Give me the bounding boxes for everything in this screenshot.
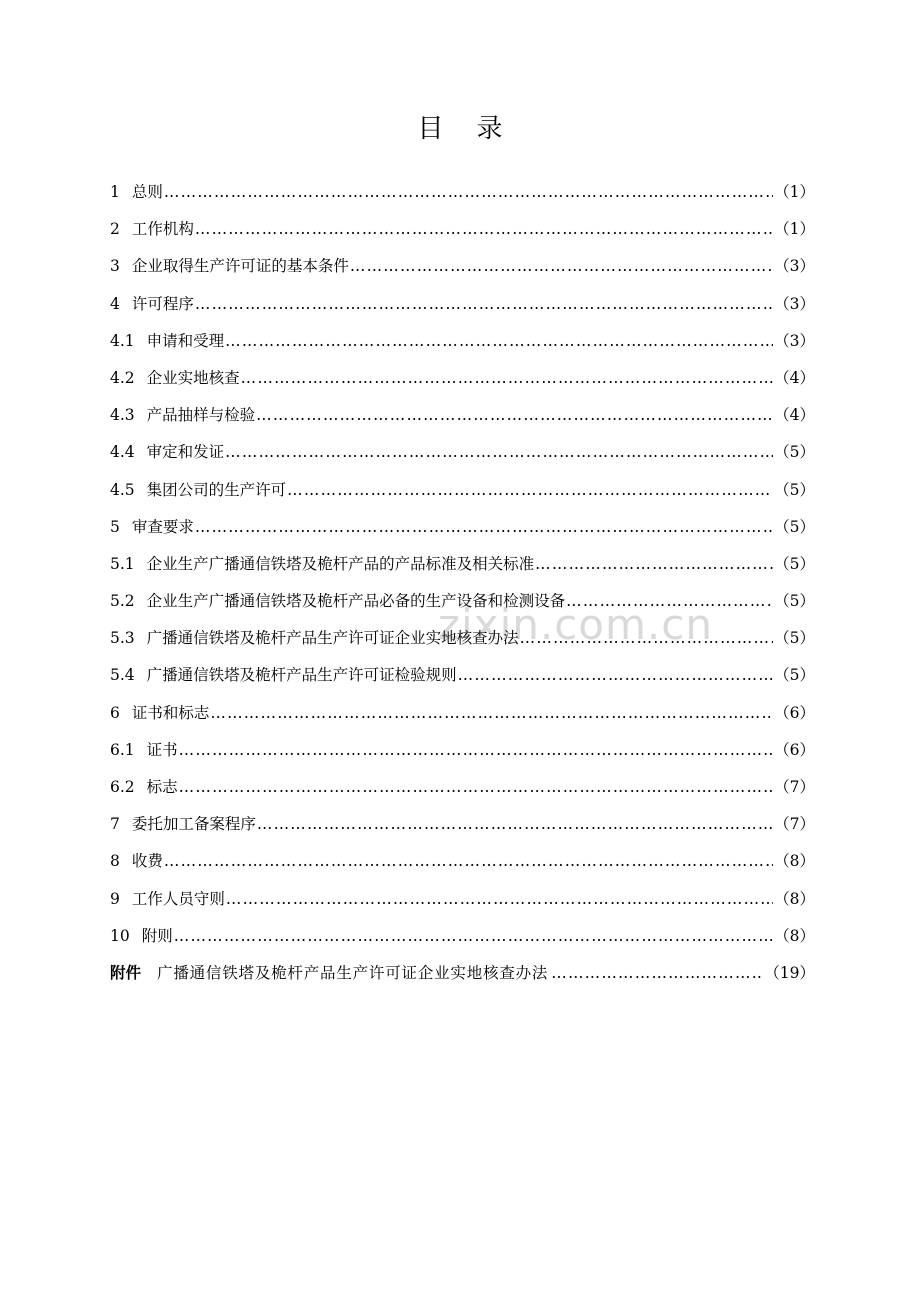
toc-title: 标志 xyxy=(146,778,178,796)
toc-title: 广播通信铁塔及桅杆产品生产许可证企业实地核查办法 xyxy=(146,629,519,648)
toc-page-number: （3） xyxy=(774,294,815,313)
toc-number: 3 xyxy=(110,257,120,276)
toc-leader-dots xyxy=(287,481,773,499)
toc-leader-dots xyxy=(164,183,773,201)
toc-page-number: （8） xyxy=(774,926,815,945)
toc-title: 企业生产广播通信铁塔及桅杆产品必备的生产设备和检测设备 xyxy=(146,592,566,611)
toc-entry-8[interactable] xyxy=(110,849,815,886)
toc-entry-5[interactable] xyxy=(110,515,815,552)
toc-number: 4.1 xyxy=(110,331,135,350)
toc-leader-dots xyxy=(551,964,763,982)
table-of-contents xyxy=(110,180,815,998)
toc-title: 广播通信铁塔及桅杆产品生产许可证企业实地核查办法 xyxy=(157,963,549,982)
toc-leader-dots xyxy=(256,406,773,424)
toc-page-number: （8） xyxy=(774,889,815,908)
toc-number: 5.3 xyxy=(110,629,135,648)
toc-number: 5 xyxy=(110,517,120,536)
toc-number: 6 xyxy=(110,703,120,722)
toc-page-number: （7） xyxy=(774,815,815,834)
toc-title: 总则 xyxy=(131,183,163,201)
toc-entry-6[interactable] xyxy=(110,701,815,738)
toc-number: 4.2 xyxy=(110,368,135,387)
toc-page-number: （5） xyxy=(774,517,815,536)
toc-page-number: （19） xyxy=(764,963,815,982)
toc-page-number: （3） xyxy=(774,257,815,276)
toc-leader-dots xyxy=(226,890,773,908)
toc-page-number: （5） xyxy=(774,480,815,499)
toc-entry-5-4[interactable] xyxy=(110,663,815,700)
toc-leader-dots xyxy=(350,257,773,275)
toc-leader-dots xyxy=(179,741,773,759)
toc-number: 7 xyxy=(110,815,120,834)
toc-entry-6-1[interactable] xyxy=(110,738,815,775)
toc-entry-5-1[interactable] xyxy=(110,552,815,589)
toc-number: 4 xyxy=(110,294,120,313)
toc-leader-dots xyxy=(164,852,773,870)
toc-leader-dots xyxy=(210,704,773,722)
toc-leader-dots xyxy=(179,778,773,796)
toc-number: 6.1 xyxy=(110,740,135,759)
toc-leader-dots xyxy=(520,629,773,647)
toc-entry-9[interactable] xyxy=(110,887,815,924)
toc-leader-dots xyxy=(257,815,773,833)
toc-entry-4-1[interactable] xyxy=(110,329,815,366)
toc-entry-5-3[interactable] xyxy=(110,626,815,663)
toc-title: 许可程序 xyxy=(131,294,194,313)
toc-entry-4-5[interactable] xyxy=(110,478,815,515)
toc-page-number: （6） xyxy=(774,703,815,722)
toc-leader-dots xyxy=(241,369,773,387)
toc-leader-dots xyxy=(535,555,773,573)
toc-page-number: （8） xyxy=(774,852,815,871)
toc-leader-dots xyxy=(195,220,773,238)
toc-title: 工作人员守则 xyxy=(131,889,225,908)
toc-number: 5.1 xyxy=(110,554,135,573)
page-title: 目 录 xyxy=(417,114,503,144)
toc-title: 工作机构 xyxy=(131,220,194,239)
toc-leader-dots xyxy=(195,295,773,313)
toc-leader-dots xyxy=(566,592,773,610)
toc-entry-appendix[interactable] xyxy=(110,961,815,998)
toc-page-number: （5） xyxy=(774,443,815,462)
toc-title: 审定和发证 xyxy=(146,443,225,462)
toc-title: 企业生产广播通信铁塔及桅杆产品的产品标准及相关标准 xyxy=(146,554,535,573)
toc-leader-dots xyxy=(174,927,773,945)
toc-entry-4-3[interactable] xyxy=(110,403,815,440)
toc-title: 集团公司的生产许可 xyxy=(146,480,287,499)
toc-entry-2[interactable] xyxy=(110,217,815,254)
toc-title: 企业实地核查 xyxy=(146,368,240,387)
toc-entry-6-2[interactable] xyxy=(110,775,815,812)
toc-title: 企业取得生产许可证的基本条件 xyxy=(131,257,349,276)
toc-entry-4[interactable] xyxy=(110,292,815,329)
toc-page-number: （5） xyxy=(774,554,815,573)
toc-entry-7[interactable] xyxy=(110,812,815,849)
toc-number: 6.2 xyxy=(110,778,135,796)
toc-number: 4.3 xyxy=(110,406,135,425)
toc-number: 1 xyxy=(110,183,120,201)
toc-number: 9 xyxy=(110,889,120,908)
toc-number: 5.2 xyxy=(110,592,135,611)
toc-leader-dots xyxy=(195,518,773,536)
toc-title: 证书和标志 xyxy=(131,703,210,722)
toc-title: 申请和受理 xyxy=(146,331,225,350)
toc-number: 8 xyxy=(110,852,120,871)
toc-title: 广播通信铁塔及桅杆产品生产许可证检验规则 xyxy=(146,666,457,685)
toc-page-number: （1） xyxy=(774,220,815,239)
toc-number: 2 xyxy=(110,220,120,239)
toc-entry-3[interactable] xyxy=(110,254,815,291)
toc-number: 4.5 xyxy=(110,480,135,499)
toc-page-number: （1） xyxy=(774,183,815,201)
toc-page-number: （5） xyxy=(774,592,815,611)
toc-title: 证书 xyxy=(146,740,178,759)
toc-entry-4-4[interactable] xyxy=(110,440,815,477)
toc-appendix-label: 附件 xyxy=(110,963,142,982)
toc-entry-1[interactable] xyxy=(110,180,815,217)
toc-entry-4-2[interactable] xyxy=(110,366,815,403)
toc-page-number: （5） xyxy=(774,629,815,648)
toc-number: 5.4 xyxy=(110,666,135,685)
toc-title: 委托加工备案程序 xyxy=(131,815,256,834)
watermark: zixin.com.cn xyxy=(438,600,713,649)
toc-page-number: （6） xyxy=(774,740,815,759)
toc-entry-5-2[interactable] xyxy=(110,589,815,626)
toc-page-number: （4） xyxy=(774,406,815,425)
toc-title: 审查要求 xyxy=(131,517,194,536)
toc-page-number: （7） xyxy=(774,778,815,796)
toc-page-number: （3） xyxy=(774,331,815,350)
toc-leader-dots xyxy=(225,443,773,461)
toc-number: 4.4 xyxy=(110,443,135,462)
toc-leader-dots xyxy=(458,666,773,684)
toc-page-number: （4） xyxy=(774,368,815,387)
toc-page-number: （5） xyxy=(774,666,815,685)
toc-entry-10[interactable] xyxy=(110,924,815,961)
toc-number: 10 xyxy=(110,926,130,945)
toc-title: 收费 xyxy=(131,852,163,871)
toc-leader-dots xyxy=(225,332,773,350)
toc-title: 附则 xyxy=(141,926,173,945)
toc-title: 产品抽样与检验 xyxy=(146,406,256,425)
